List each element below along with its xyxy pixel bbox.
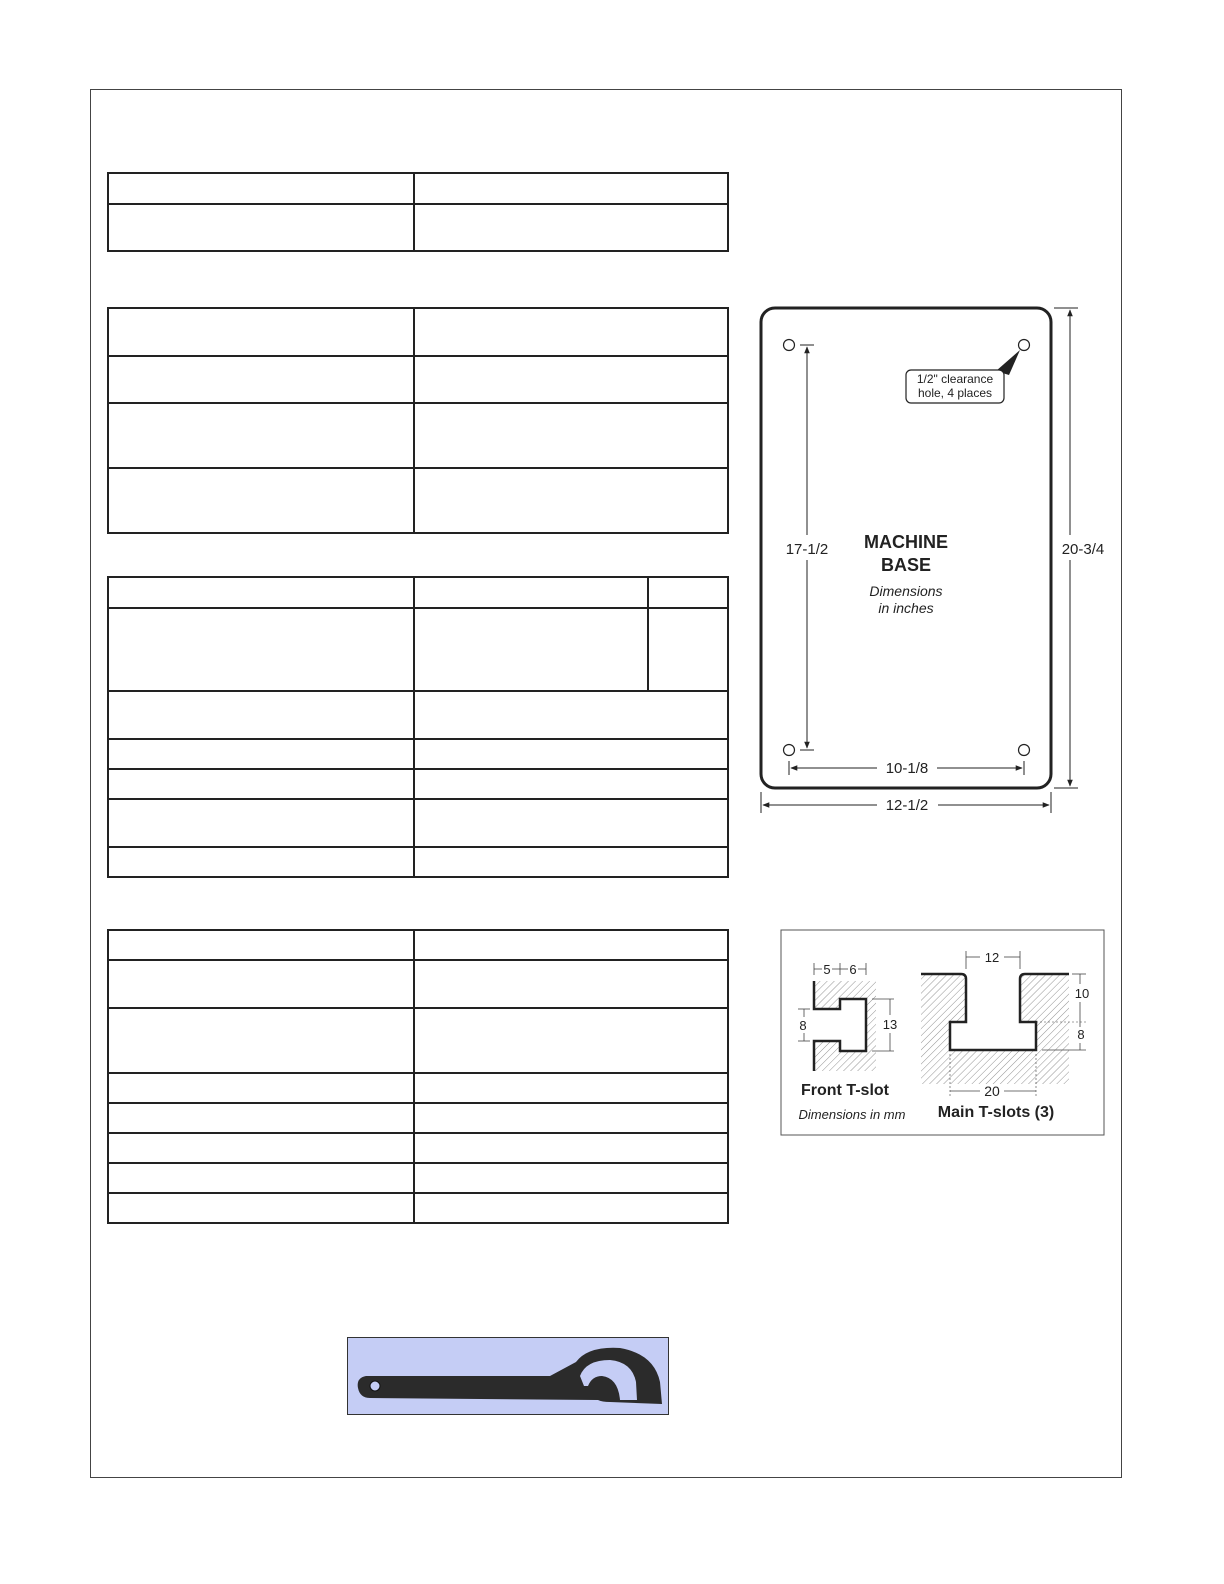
table-cell: [414, 403, 728, 468]
table-cell: [108, 1193, 414, 1223]
table-cell: [108, 1163, 414, 1193]
clearance-hole: [1019, 745, 1030, 756]
machine-base-title-1: MACHINE: [864, 532, 948, 552]
dim-hole-spacing-vertical: 17-1/2: [785, 541, 829, 558]
table-cell: [414, 1163, 728, 1193]
dim-overall-height: 20-3/4: [1061, 541, 1105, 558]
spec-table-3: [107, 576, 729, 878]
front-tslot-caption: Dimensions in mm: [798, 1107, 906, 1122]
wrench-icon: [348, 1338, 669, 1415]
wrench-image: [347, 1337, 669, 1415]
main-dim-12: 12: [984, 950, 1000, 965]
spec-table-2: [107, 307, 729, 534]
table-cell: [414, 1008, 728, 1073]
table-cell: [414, 1133, 728, 1163]
table-cell: [414, 204, 728, 251]
table-cell: [108, 1103, 414, 1133]
machine-base-title-2: BASE: [880, 555, 932, 575]
dim-overall-width: 12-1/2: [885, 797, 929, 814]
front-dim-8: 8: [799, 1018, 807, 1033]
table-cell: [108, 403, 414, 468]
main-dim-10: 10: [1074, 986, 1090, 1001]
table-cell: [108, 960, 414, 1008]
table-cell: [108, 930, 414, 960]
front-dim-5: 5: [823, 962, 831, 977]
callout-line-2: hole, 4 places: [917, 386, 993, 400]
table-cell: [414, 691, 728, 739]
table-cell: [108, 739, 414, 769]
table-cell: [414, 799, 728, 847]
table-cell: [414, 356, 728, 403]
machine-base-diagram: [750, 295, 1120, 825]
main-tslot-label: Main T-slots (3): [937, 1104, 1055, 1121]
machine-base-subtitle-2: in inches: [878, 600, 934, 616]
table-cell: [108, 608, 414, 691]
main-dim-8: 8: [1077, 1027, 1085, 1042]
main-dim-20: 20: [984, 1083, 1000, 1099]
clearance-hole: [1019, 340, 1030, 351]
table-cell: [414, 468, 728, 533]
front-dim-6: 6: [849, 962, 857, 977]
table-cell: [414, 1103, 728, 1133]
table-cell: [108, 1008, 414, 1073]
spec-table-1: [107, 172, 729, 252]
tslot-diagram: [780, 929, 1106, 1137]
table-cell: [414, 769, 728, 799]
table-cell: [108, 1073, 414, 1103]
table-cell: [414, 173, 728, 204]
table-cell: [414, 1193, 728, 1223]
front-dim-13: 13: [882, 1017, 898, 1032]
table-cell: [108, 847, 414, 877]
table-cell: [414, 739, 728, 769]
clearance-hole: [784, 340, 795, 351]
table-cell: [108, 173, 414, 204]
callout-line-1: 1/2" clearance: [916, 372, 994, 386]
table-cell: [414, 1073, 728, 1103]
table-cell: [108, 769, 414, 799]
table-cell: [108, 577, 414, 608]
table-cell: [414, 608, 648, 691]
table-cell: [414, 847, 728, 877]
table-cell: [108, 799, 414, 847]
table-cell: [108, 356, 414, 403]
table-cell: [414, 960, 728, 1008]
machine-base-subtitle-1: Dimensions: [869, 583, 943, 599]
table-cell: [414, 308, 728, 356]
table-cell: [648, 608, 728, 691]
table-cell: [108, 204, 414, 251]
clearance-hole: [784, 745, 795, 756]
table-cell: [108, 691, 414, 739]
dim-hole-spacing-horizontal: 10-1/8: [885, 760, 929, 777]
table-cell: [108, 308, 414, 356]
table-cell: [108, 1133, 414, 1163]
table-cell: [414, 577, 648, 608]
table-cell: [108, 468, 414, 533]
table-cell: [414, 930, 728, 960]
front-tslot-label: Front T-slot: [801, 1082, 889, 1099]
spec-table-4: [107, 929, 729, 1224]
table-cell: [648, 577, 728, 608]
